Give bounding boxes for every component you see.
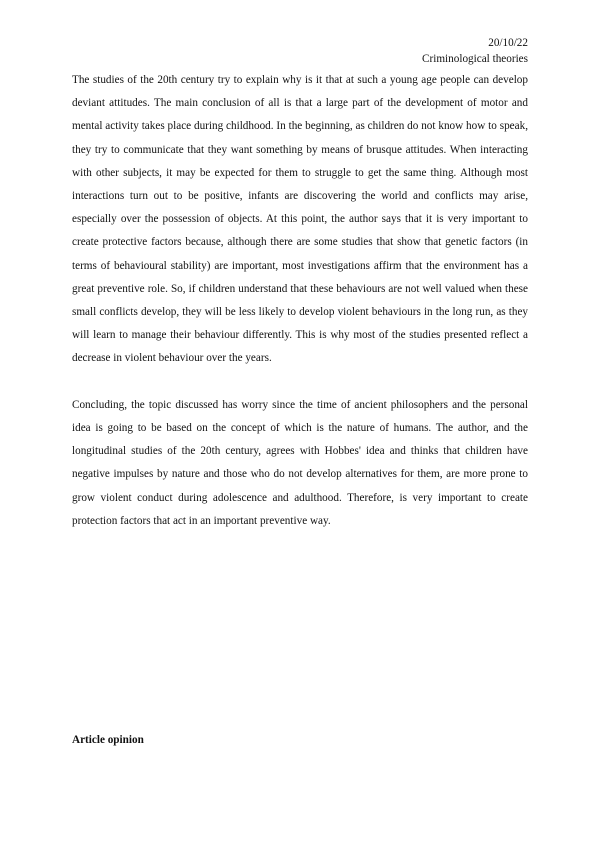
document-body xyxy=(72,69,528,533)
paragraph-studies-20th-century: The studies of the 20th century try to explain why is it that at such a young age people can develop deviant attitudes. The main conclusion of all is that a large part of the development of motor and mental activity takes place during childhood. In the beginning, as children do not know how to speak, they try to communicate that they want something by means of brusque attitudes. When interacting with other subjects, it may be expected for them to struggle to get the same thing. Although most interactions turn out to be positive, infants are discovering the world and conflicts may arise, especially over the possession of objects. At this point, the author says that it is very important to create protective factors because, although there are some studies that show that genetic factors (in terms of behavioural stability) are important, most investigations affirm that the environment has a great preventive role. So, if children understand that these behaviours are not well valued when these small conflicts develop, they will be less likely to develop violent behaviours in the long run, as they will learn to manage their behaviour differently. This is why most of the studies presented reflect a decrease in violent behaviour over the years. xyxy=(72,74,528,365)
paragraph-conclusion: Concluding, the topic discussed has worry since the time of ancient philosophers and the personal idea is going to be based on the concept of which is the nature of humans. The author, and the longitudinal studies of the 20th century, agrees with Hobbes' idea and thinks that children have negative impulses by nature and those who do not develop alternatives for them, are more prone to grow violent conduct during adolescence and adulthood. Therefore, is very important to create protection factors that act in an important preventive way. xyxy=(72,398,528,527)
section-heading-article-opinion: Article opinion xyxy=(72,734,144,746)
header-date: 20/10/22 xyxy=(488,37,528,49)
page-header xyxy=(422,35,528,67)
header-course-title: Criminological theories xyxy=(422,53,528,65)
